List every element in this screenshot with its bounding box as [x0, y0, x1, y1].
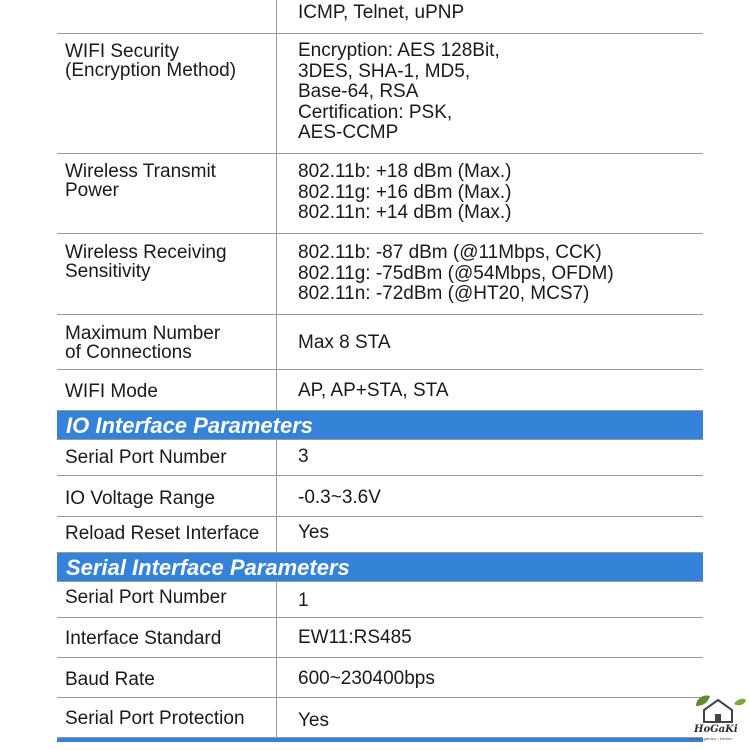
spec-value: 3 [298, 446, 309, 467]
watermark-tagline: home • garden • kitchen [690, 736, 733, 741]
spec-value: 600~230400bps [298, 668, 435, 689]
spec-value: AP, AP+STA, STA [298, 380, 449, 401]
spec-row-interface-standard [57, 618, 703, 658]
spec-label [57, 0, 277, 33]
spec-label: Serial Port Number [57, 582, 277, 617]
spec-label: WIFI Security (Encryption Method) [57, 34, 277, 153]
spec-value: -0.3~3.6V [298, 487, 381, 508]
spec-value: 802.11b: +18 dBm (Max.) 802.11g: +16 dBm (Max.) 802.11n: +14 dBm (Max.) [298, 161, 512, 223]
spec-value: Encryption: AES 128Bit, 3DES, SHA-1, MD5, Base-64, RSA Certification: PSK, AES-CCMP [298, 40, 500, 143]
spec-table [57, 0, 703, 742]
spec-value: ICMP, Telnet, uPNP [298, 1, 465, 23]
spec-label: Serial Port Number [57, 440, 277, 475]
spec-label: Reload Reset Interface [57, 517, 277, 552]
house-leaf-icon [690, 692, 748, 726]
spec-value: EW11:RS485 [298, 627, 412, 648]
spec-label: Baud Rate [57, 658, 277, 697]
spec-row-serial-protection [57, 698, 703, 738]
spec-row-protocols [57, 0, 703, 34]
spec-row-serial-port-number [57, 582, 703, 618]
watermark-brand: HoGaKi [694, 724, 738, 735]
spec-label: IO Voltage Range [57, 476, 277, 516]
spec-label: Wireless Transmit Power [57, 154, 277, 233]
section-header-io: IO Interface Parameters [57, 411, 703, 440]
spec-row-io-serial-port [57, 440, 703, 476]
spec-row-receiving-sensitivity [57, 234, 703, 315]
spec-value: Max 8 STA [298, 332, 391, 353]
spec-row-max-connections [57, 315, 703, 370]
bottom-accent-bar [57, 738, 703, 742]
spec-row-wifi-security [57, 34, 703, 154]
spec-row-io-voltage [57, 476, 703, 517]
spec-value: Yes [298, 710, 329, 731]
spec-row-wifi-mode [57, 370, 703, 411]
spec-row-reload-reset [57, 517, 703, 553]
spec-value: 1 [298, 590, 309, 611]
spec-label: Serial Port Protection [57, 698, 277, 737]
spec-label: WIFI Mode [57, 370, 277, 410]
spec-value: Yes [298, 522, 329, 543]
spec-value: 802.11b: -87 dBm (@11Mbps, CCK) 802.11g: -75dBm (@54Mbps, OFDM) 802.11n: -72dBm (@HT20, MCS7) [298, 242, 614, 304]
section-header-serial: Serial Interface Parameters [57, 553, 703, 582]
spec-row-baud-rate [57, 658, 703, 698]
spec-label: Interface Standard [57, 618, 277, 657]
hogaki-watermark [690, 692, 748, 746]
spec-label: Maximum Number of Connections [57, 315, 277, 369]
spec-row-transmit-power [57, 154, 703, 234]
spec-label: Wireless Receiving Sensitivity [57, 234, 277, 314]
